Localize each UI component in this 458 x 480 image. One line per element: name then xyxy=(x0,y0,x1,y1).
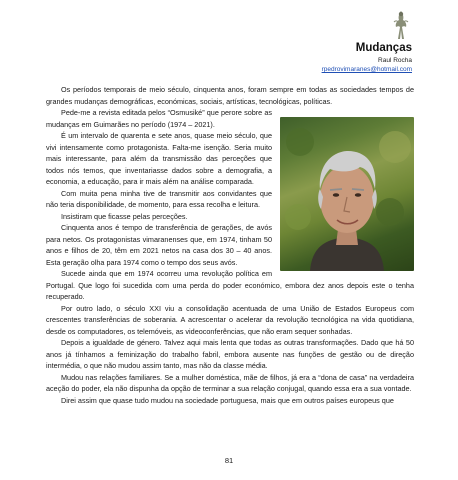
paragraph: É um intervalo de quarenta e sete anos, quase meio século, que vivi intensamente como protagonista. Falta-me isenção. Seria muito mais interessante, para além da transmissão das perceções que todos nós temos, que inventariasse dados sobre a demografia, a economia, a educação, para ir mais além na análise comparada. xyxy=(46,131,272,186)
paragraph: Insistiram que ficasse pelas perceções. xyxy=(61,211,188,221)
page-number: 81 xyxy=(224,456,234,465)
author-name: Raul Rocha xyxy=(378,57,412,64)
figure-icon xyxy=(389,8,413,42)
portrait-illustration xyxy=(280,117,414,271)
paragraph: Pede-me a revista editada pelos “Osmusiké” que perore sobre as mudanças em Guimarães no período (1974 – 2021). xyxy=(46,108,272,129)
paragraph: Os períodos temporais de meio século, cinquenta anos, foram sempre em todas as sociedades tempos de grandes mudanças demográficas, económicas, sociais, artísticas, tecnológicas, políticas. xyxy=(46,85,414,106)
paragraph: Cinquenta anos é tempo de transferência de gerações, de avós para netos. Os protagonistas vimaranenses que, em 1974, tinham 50 anos e filhos de 20, têm em 2021 netos na casa dos 30 – 40 anos. Esta geração olha para 1974 como o tempo dos seus avós. xyxy=(46,223,272,267)
paragraph: Com muita pena minha tive de transmitir aos convidantes que não teria disponibilidade, de momento, para essa recolha e leitura. xyxy=(46,188,272,209)
paragraph: Sucede ainda que em 1974 ocorreu uma revolução política em Portugal. Que logo foi sucedida com uma perda do poder económico, embora dez anos depois este o tenha recuperado. xyxy=(46,269,414,301)
article-title: Mudanças xyxy=(355,42,412,54)
author-photo xyxy=(280,117,414,271)
paragraph: Mudou nas relações familiares. Se a mulher doméstica, mãe de filhos, já era a “dona de casa” na verdadeira aceção do poder, ela não dispunha da opção de terminar a sua relação conjugal, quando essa era a sua vontade. xyxy=(46,372,414,393)
article-body xyxy=(46,84,414,406)
paragraph: Por outro lado, o século XXI viu a consolidação acentuada de uma União de Estados Europeus com crescentes transferências de soberania. A acrescentar o acelerar da revolução tecnológica na vida quotidiana, desde os computadores, os telemóveis, as videoconferências, que não eram sequer sonhadas. xyxy=(46,303,414,336)
author-email-link[interactable]: rpedrovimaranes@hotmail.com xyxy=(321,66,412,73)
paragraph: Direi assim que quase tudo mudou na sociedade portuguesa, mais que em outros países europeus que xyxy=(61,395,394,405)
paragraph: Depois a igualdade de género. Talvez aqui mais lenta que todas as outras transformações. Dado que há 50 anos já tínhamos a feminização do trabalho fabril, embora ausente nas funções de gestão ou de direção intermédia, o que não mudou assim tanto, mas não da classe média. xyxy=(46,338,414,370)
